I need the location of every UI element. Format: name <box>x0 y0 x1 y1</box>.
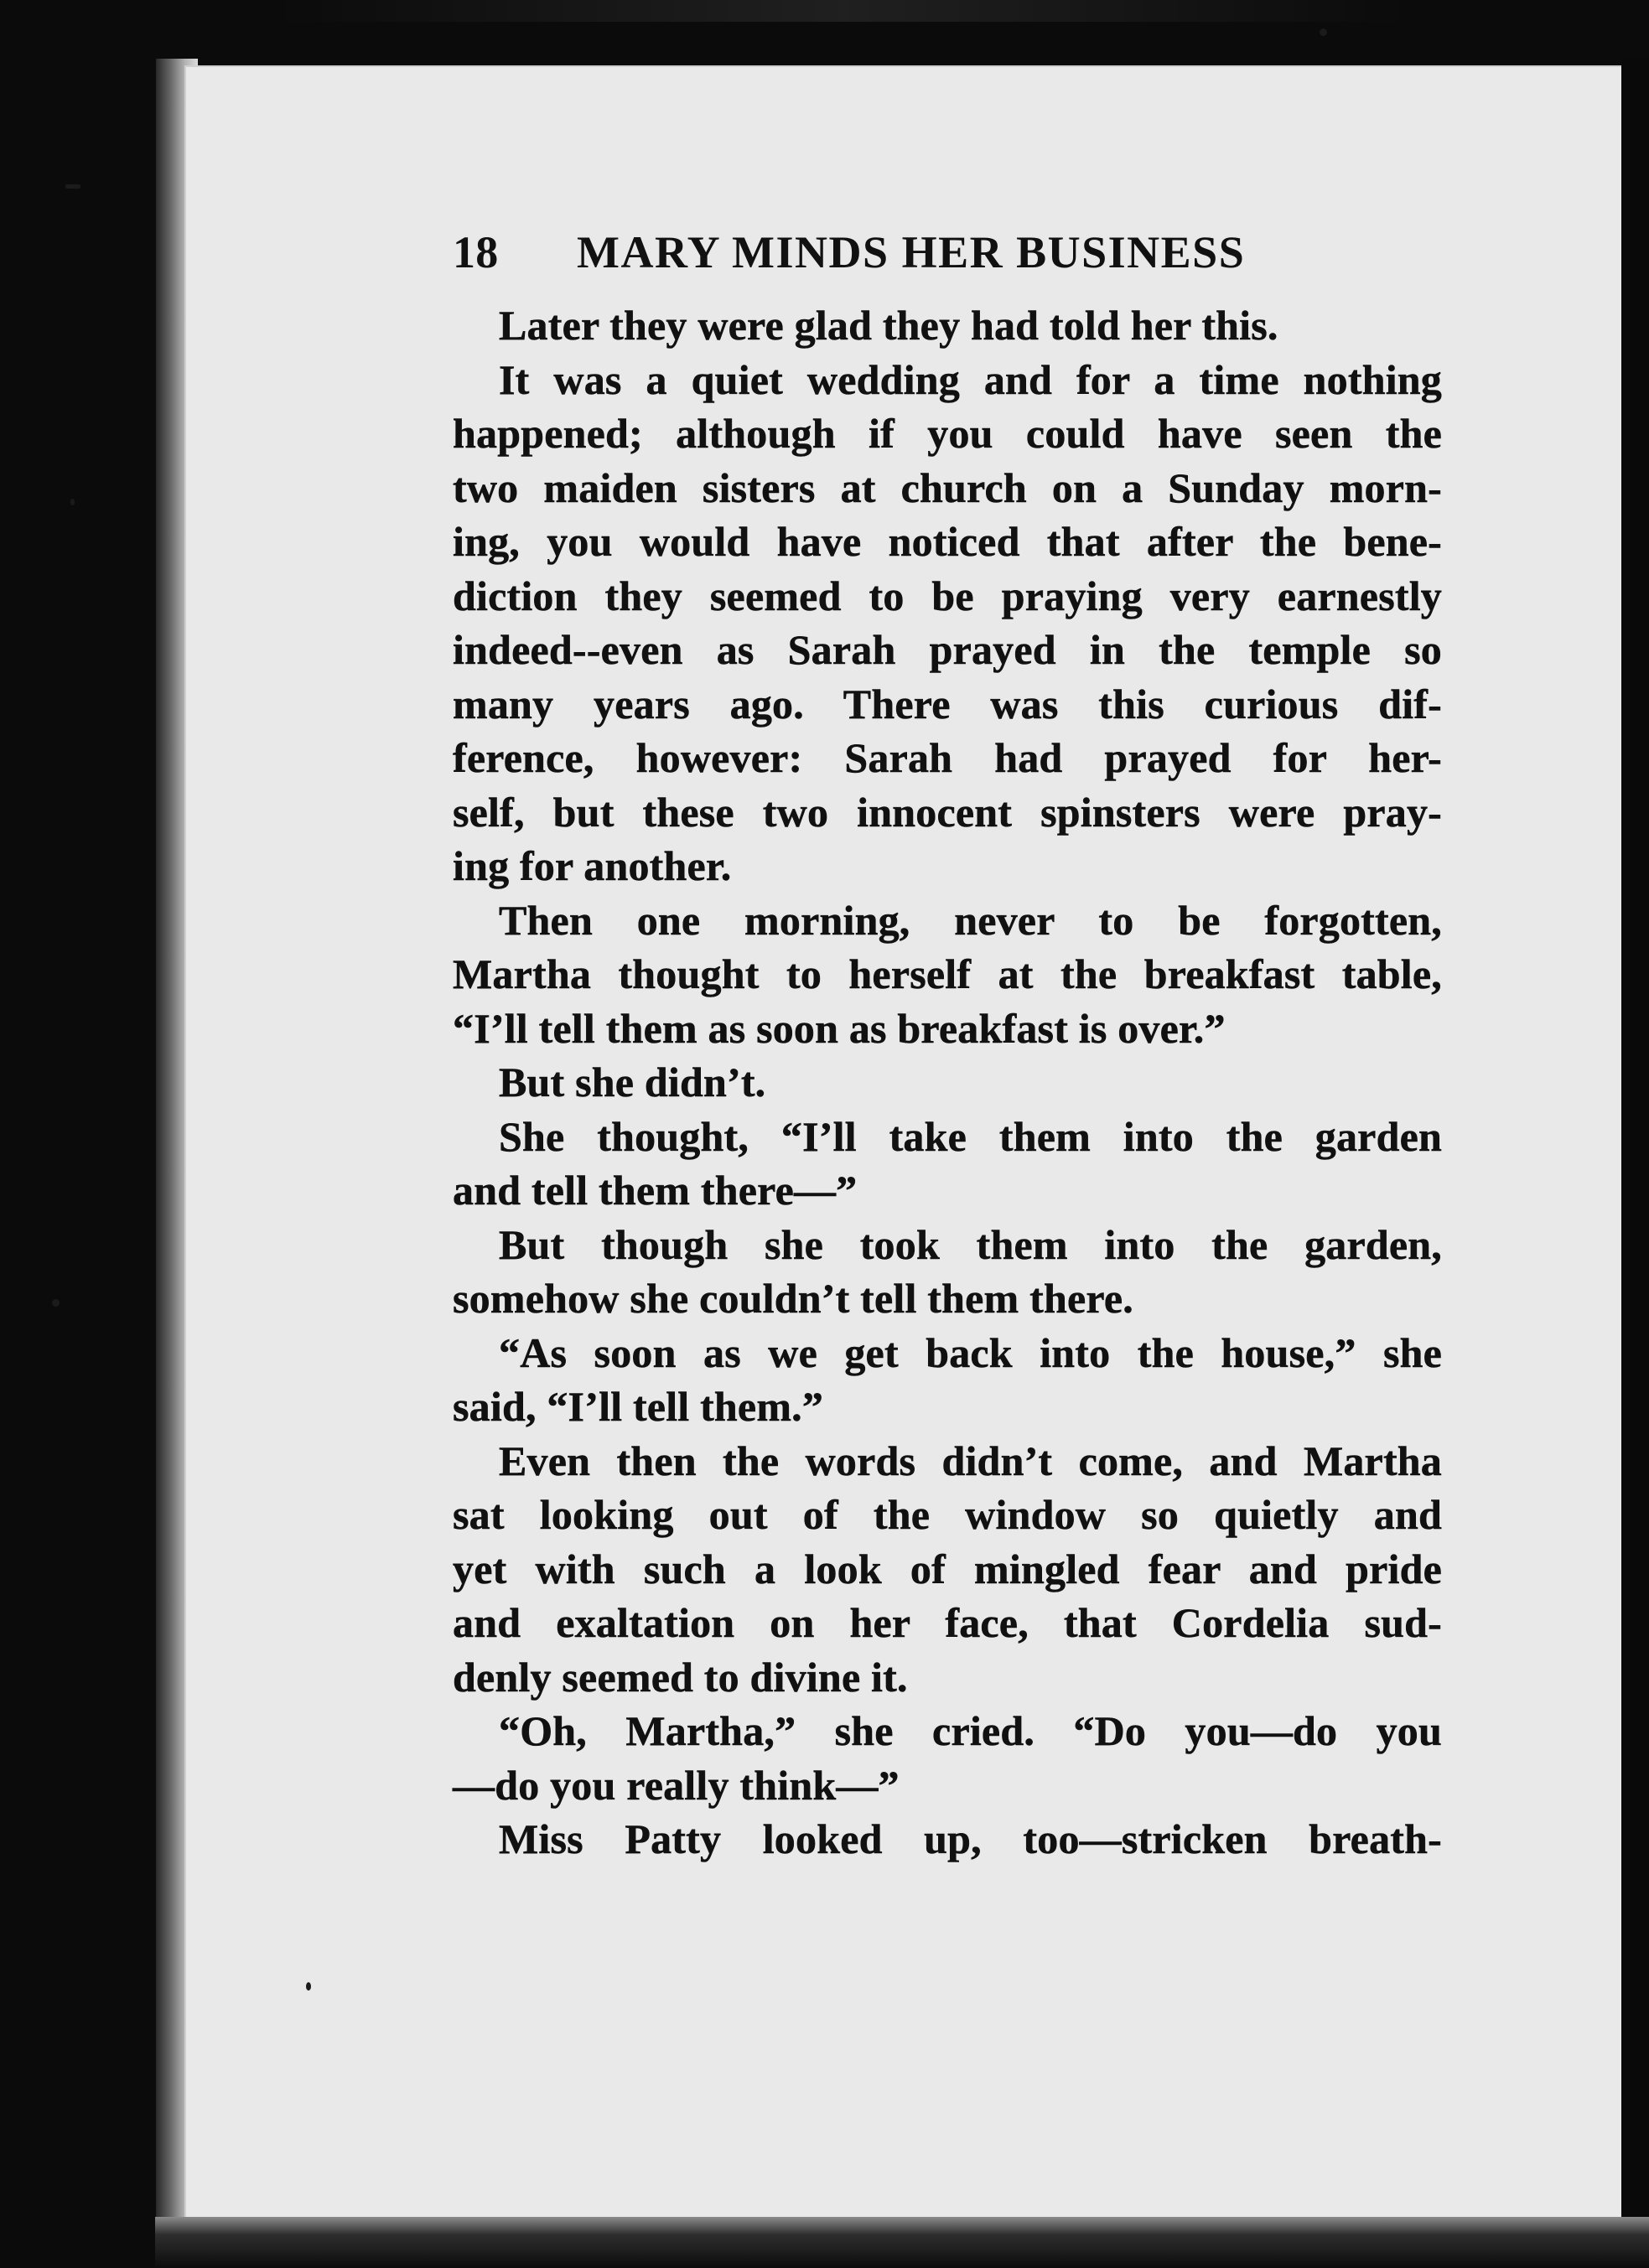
body-text-line: —do you really think—” <box>453 1761 900 1809</box>
scan-speck <box>65 184 80 189</box>
body-text-line: many years ago. There was this curious dif- <box>453 680 1442 728</box>
body-text-line: somehow she couldn’t tell them there. <box>453 1275 1133 1322</box>
body-text-line: “As soon as we get back into the house,” she <box>499 1328 1442 1376</box>
body-text-line: ference, however: Sarah had prayed for her- <box>453 734 1442 781</box>
body-text-line: It was a quiet wedding and for a time nothing <box>499 355 1442 403</box>
body-text-line: ing, you would have noticed that after the bene- <box>453 518 1442 565</box>
body-text-line: Later they were glad they had told her this. <box>499 302 1278 349</box>
body-text-line: said, “I’ll tell them.” <box>453 1383 824 1430</box>
right-scan-edge <box>1621 59 1649 2268</box>
page-number: 18 <box>453 227 499 277</box>
body-text-line: “I’ll tell them as soon as breakfast is over.” <box>453 1004 1226 1052</box>
body-text-line: She thought, “I’ll take them into the garden <box>499 1112 1442 1160</box>
body-text-line: “Oh, Martha,” she cried. “Do you—do you <box>499 1707 1442 1754</box>
scan-speck <box>306 1982 311 1991</box>
scan-speck <box>1320 28 1327 36</box>
body-text-line: ing for another. <box>453 842 732 889</box>
body-text-line: But though she took them into the garden, <box>499 1220 1442 1268</box>
body-text-line: and tell them there—” <box>453 1167 858 1214</box>
body-text-line: two maiden sisters at church on a Sunday morn- <box>453 463 1442 511</box>
running-title: MARY MINDS HER BUSINESS <box>577 227 1246 277</box>
body-text-line: yet with such a look of mingled fear and pride <box>453 1545 1442 1592</box>
body-text-line: denly seemed to divine it. <box>453 1653 908 1701</box>
scan-speck <box>52 1299 60 1307</box>
body-text-line: self, but these two innocent spinsters were pray- <box>453 788 1442 836</box>
body-text-line: Miss Patty looked up, too—stricken breath- <box>499 1815 1442 1862</box>
body-text-line: Even then the words didn’t come, and Martha <box>499 1437 1442 1484</box>
scan-speck <box>70 499 75 505</box>
top-scan-smudge <box>277 0 1408 22</box>
body-text-line: happened; although if you could have seen the <box>453 410 1442 457</box>
body-text-line: But she didn’t. <box>499 1059 766 1106</box>
body-text-line: indeed--even as Sarah prayed in the temple so <box>453 626 1442 673</box>
body-text-line: Martha thought to herself at the breakfast table, <box>453 950 1442 997</box>
body-text-line: sat looking out of the window so quietly and <box>453 1491 1442 1538</box>
bottom-scan-edge <box>155 2217 1649 2268</box>
body-text-line: and exaltation on her face, that Cordelia sud- <box>453 1599 1442 1646</box>
page-content <box>453 226 1442 1867</box>
running-head <box>453 226 1442 278</box>
body-text-line: diction they seemed to be praying very earnestly <box>453 572 1442 619</box>
body-text-line: Then one morning, never to be forgotten, <box>499 896 1442 944</box>
